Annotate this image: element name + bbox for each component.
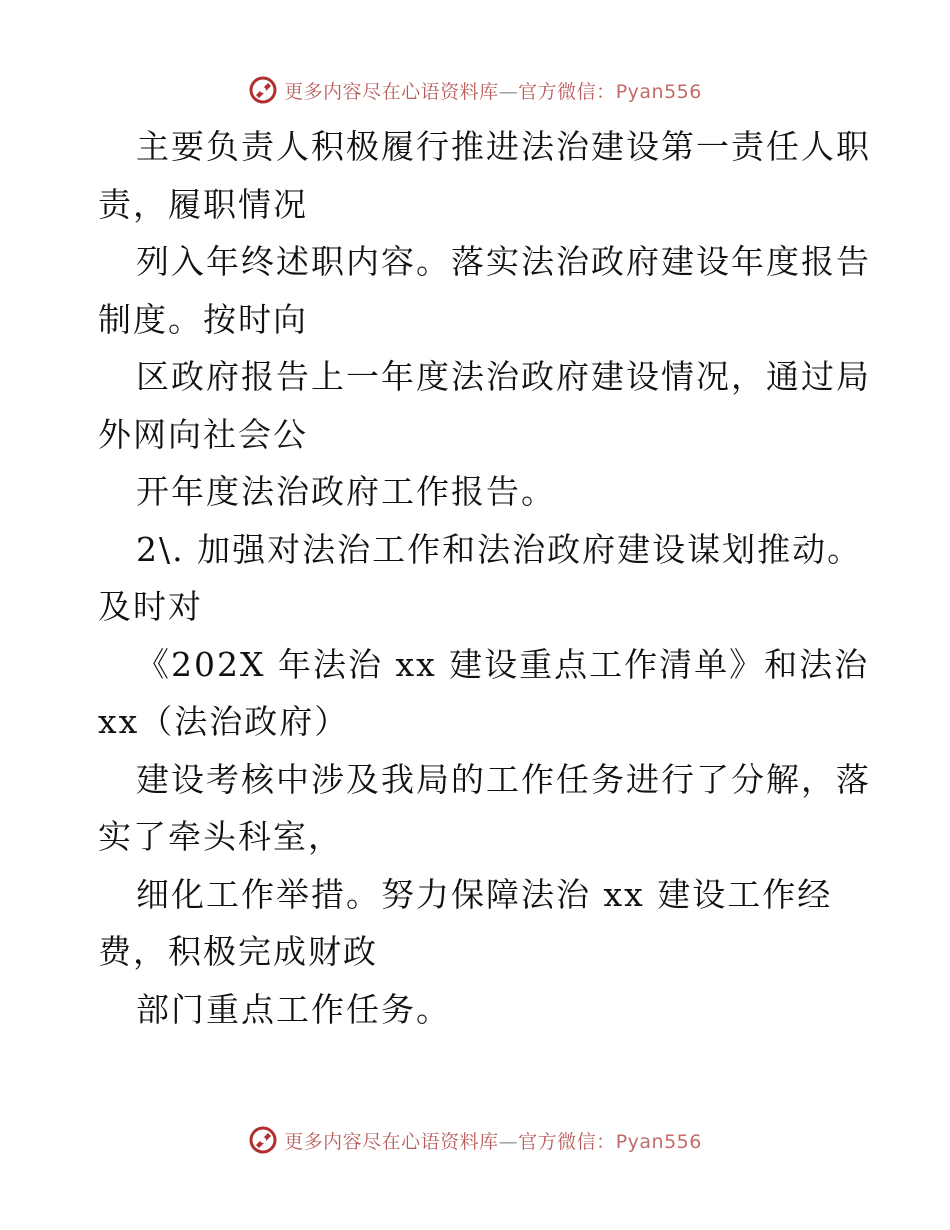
- text-line: xx（法治政府）: [98, 702, 350, 741]
- banner-separator: —: [498, 1130, 519, 1153]
- text-line: 列入年终述职内容。落实法治政府建设年度报告: [136, 242, 871, 281]
- text-line: 实了牵头科室，: [98, 817, 343, 856]
- seal-logo-icon: [248, 75, 278, 105]
- document-body: [98, 118, 871, 1038]
- text-line: 部门重点工作任务。: [136, 989, 451, 1029]
- text-line: 外网向社会公: [98, 414, 308, 454]
- header-banner: [0, 70, 950, 110]
- seal-logo-icon: [248, 1125, 278, 1155]
- text-line: 及时对: [98, 587, 203, 626]
- text-line: 开年度法治政府工作报告。: [136, 472, 556, 511]
- banner-brand: 更多内容尽在心语资料库: [284, 1130, 499, 1153]
- text-line: 费，积极完成财政: [98, 932, 378, 971]
- banner-handle: Pyan556: [615, 80, 702, 103]
- text-line: 制度。按时向: [98, 299, 308, 339]
- text-line: 区政府报告上一年度法治政府建设情况，通过局: [136, 357, 871, 396]
- text-line: 主要负责人积极履行推进法治建设第一责任人职: [136, 127, 871, 166]
- text-line: 2\. 加强对法治工作和法治政府建设谋划推动。: [136, 529, 863, 569]
- text-line: 《202X 年法治 xx 建设重点工作清单》和法治: [136, 644, 870, 684]
- banner-suffix: 官方微信：: [518, 80, 616, 103]
- banner-brand: 更多内容尽在心语资料库: [284, 80, 499, 103]
- banner-separator: —: [498, 80, 519, 103]
- text-line: 建设考核中涉及我局的工作任务进行了分解，落: [136, 759, 871, 799]
- banner-text: [284, 77, 702, 104]
- banner-text: [284, 1127, 702, 1154]
- footer-banner: [0, 1120, 950, 1160]
- banner-handle: Pyan556: [615, 1130, 702, 1153]
- banner-suffix: 官方微信：: [518, 1130, 616, 1153]
- text-line: 责，履职情况: [98, 184, 308, 224]
- text-line: 细化工作举措。努力保障法治 xx 建设工作经: [136, 874, 833, 914]
